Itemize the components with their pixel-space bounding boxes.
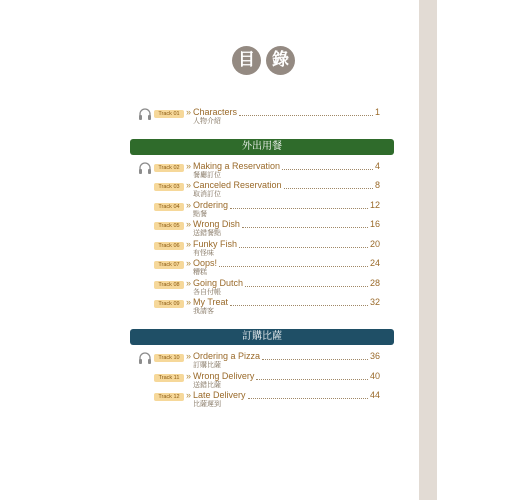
entry-title-zh: 送錯餐點: [193, 229, 221, 237]
dot-leader: [282, 168, 373, 170]
entry-title-line: [193, 107, 380, 118]
track-badge: Track 04: [154, 203, 184, 211]
entry-title-line: [193, 278, 380, 289]
entry-title-zh: 餐廳訂位: [193, 171, 221, 179]
entry-title-en: Funky Fish: [193, 239, 238, 249]
entry-title-en: Ordering a Pizza: [193, 351, 261, 361]
toc-entry[interactable]: [130, 181, 390, 200]
dot-leader: [248, 397, 368, 399]
track-badge: Track 06: [154, 242, 184, 250]
track-badge: Track 12: [154, 393, 184, 401]
section-header-dining-out: 外出用餐: [130, 139, 394, 155]
entry-title-en: Characters: [193, 107, 238, 117]
track-badge: Track 11: [154, 374, 184, 382]
toc-entry[interactable]: [130, 259, 390, 278]
track-badge: Track 08: [154, 281, 184, 289]
chevron-icon: »: [186, 239, 192, 249]
entry-title-line: [193, 371, 380, 382]
entry-title-line: [193, 180, 380, 191]
entry-title-en: Late Delivery: [193, 390, 246, 400]
page-number: 8: [374, 180, 380, 190]
entry-title-line: [193, 390, 380, 401]
dot-leader: [256, 378, 368, 380]
chevron-icon: »: [186, 107, 192, 117]
chevron-icon: »: [186, 278, 192, 288]
toc-title: [0, 46, 520, 76]
entry-title-zh: 訂購比薩: [193, 361, 221, 369]
toc-entry[interactable]: [130, 372, 390, 391]
entry-title-zh: 糟糕: [193, 268, 207, 276]
entry-title-line: [193, 219, 380, 230]
toc-entry[interactable]: [130, 220, 390, 239]
chevron-icon: »: [186, 390, 192, 400]
track-badge: Track 01: [154, 110, 184, 118]
entry-title-zh: 取消訂位: [193, 190, 221, 198]
dot-leader: [230, 207, 368, 209]
toc-entry[interactable]: [130, 352, 390, 371]
entry-title-zh: 我請客: [193, 307, 214, 315]
dot-leader: [245, 285, 368, 287]
dot-leader: [262, 358, 368, 360]
page-number: 16: [369, 219, 380, 229]
entry-title-zh: 比薩遲到: [193, 400, 221, 408]
entry-title-en: Wrong Delivery: [193, 371, 255, 381]
chevron-icon: »: [186, 371, 192, 381]
entry-title-zh: 各自付帳: [193, 288, 221, 296]
dot-leader: [230, 304, 368, 306]
headphones-icon: [138, 108, 152, 121]
entry-title-en: Oops!: [193, 258, 218, 268]
track-badge: Track 05: [154, 222, 184, 230]
dot-leader: [219, 265, 368, 267]
dot-leader: [242, 226, 368, 228]
section-header-ordering-pizza: 訂購比薩: [130, 329, 394, 345]
entry-title-en: Canceled Reservation: [193, 180, 282, 190]
page-number: 1: [374, 107, 380, 117]
page-number: 32: [369, 297, 380, 307]
dot-leader: [239, 114, 373, 116]
entry-title-line: [193, 239, 380, 250]
page-number: 40: [369, 371, 380, 381]
chevron-icon: »: [186, 161, 192, 171]
chevron-icon: »: [186, 351, 192, 361]
entry-title-line: [193, 161, 380, 172]
chevron-icon: »: [186, 297, 192, 307]
chevron-icon: »: [186, 200, 192, 210]
entry-title-line: [193, 258, 380, 269]
toc-entry[interactable]: [130, 240, 390, 259]
toc-entry[interactable]: [130, 298, 390, 317]
chevron-icon: »: [186, 219, 192, 229]
entry-title-zh: 人物介紹: [193, 117, 221, 125]
toc-entry[interactable]: [130, 108, 390, 127]
entry-title-en: Wrong Dish: [193, 219, 240, 229]
chevron-icon: »: [186, 180, 192, 190]
toc-entry[interactable]: [130, 279, 390, 298]
page-number: 4: [374, 161, 380, 171]
headphones-icon: [138, 162, 152, 175]
entry-title-en: Going Dutch: [193, 278, 244, 288]
dot-leader: [284, 187, 373, 189]
entry-title-line: [193, 351, 380, 362]
page-number: 20: [369, 239, 380, 249]
page-number: 28: [369, 278, 380, 288]
entry-title-zh: 有怪味: [193, 249, 214, 257]
title-char-2: 錄: [266, 46, 295, 75]
toc-entry[interactable]: [130, 201, 390, 220]
chevron-icon: »: [186, 258, 192, 268]
title-char-1: 目: [232, 46, 261, 75]
page-number: 36: [369, 351, 380, 361]
entry-title-en: Making a Reservation: [193, 161, 281, 171]
track-badge: Track 03: [154, 183, 184, 191]
dot-leader: [239, 246, 368, 248]
page-number: 12: [369, 200, 380, 210]
entry-title-zh: 送錯比薩: [193, 381, 221, 389]
entry-title-line: [193, 200, 380, 211]
page-number: 44: [369, 390, 380, 400]
track-badge: Track 07: [154, 261, 184, 269]
entry-title-zh: 點餐: [193, 210, 207, 218]
toc-entry[interactable]: [130, 391, 390, 410]
toc-entry[interactable]: [130, 162, 390, 181]
entry-title-line: [193, 297, 380, 308]
entry-title-en: Ordering: [193, 200, 229, 210]
track-badge: Track 10: [154, 354, 184, 362]
track-badge: Track 09: [154, 300, 184, 308]
track-badge: Track 02: [154, 164, 184, 172]
page-number: 24: [369, 258, 380, 268]
headphones-icon: [138, 352, 152, 365]
entry-title-en: My Treat: [193, 297, 229, 307]
